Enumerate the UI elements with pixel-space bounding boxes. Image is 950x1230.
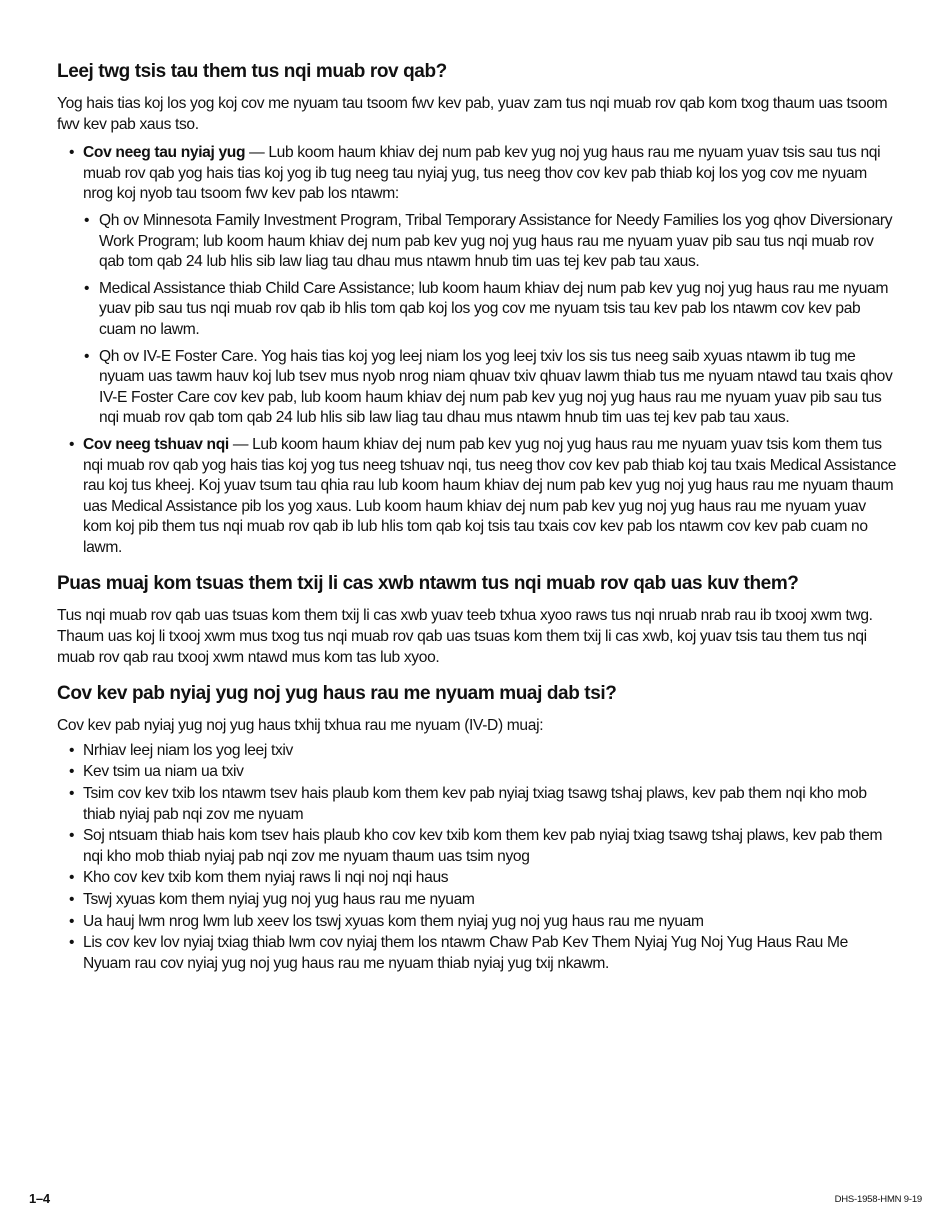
list-item: • Ua hauj lwm nrog lwm lub xeev los tswj xyuas kom them nyiaj yug noj yug haus rau me nyuam <box>57 912 897 933</box>
sub-bullet-list <box>83 211 897 429</box>
list-item: • Tsim cov kev txib los ntawm tsev hais plaub kom them kev pab nyiaj txiag tsawg tshaj plaws, kev pab them nqi kho mob thiab nyiaj pab nqi zov me nyuam <box>57 784 897 825</box>
page-number: 1–4 <box>29 1191 50 1206</box>
list-item: • Kho cov kev txib kom them nyiaj raws li nqi noj nqi haus <box>57 868 897 889</box>
list-item: • Kev tsim ua niam ua txiv <box>57 762 897 783</box>
list-item: • Qh ov Minnesota Family Investment Program, Tribal Temporary Assistance for Needy Families los yog qhov Diversionary Work Program; lub koom haum khiav dej num pab kev yug noj yug haus rau me nyuam yuav pib sau tus nqi muab rov qab tom qab 24 lub hlis sib law liag tau dhau mus ntawm hnub tim uas tej kev pab tau xaus. <box>83 211 897 273</box>
section-child-support-services <box>57 682 897 974</box>
section-recovery-cap <box>57 572 897 668</box>
services-list <box>57 741 897 975</box>
form-code: DHS-1958-HMN 9-19 <box>834 1194 922 1205</box>
section-heading: Puas muaj kom tsuas them txij li cas xwb ntawm tus nqi muab rov qab uas kuv them? <box>57 573 799 595</box>
list-item-obligor <box>57 435 897 559</box>
section-heading: Cov kev pab nyiaj yug noj yug haus rau me nyuam muaj dab tsi? <box>57 683 617 705</box>
section-who-not-pay-recovery <box>57 60 897 558</box>
list-item: • Nrhiav leej niam los yog leej txiv <box>57 741 897 762</box>
list-item: • Soj ntsuam thiab hais kom tsev hais plaub kho cov kev txib kom them kev pab nyiaj txiag tsawg tshaj plaws, kev pab them nqi kho mob thiab nyiaj pab nqi zov me nyuam thaum uas tsim nyog <box>57 826 897 867</box>
bullet-bold-term: Cov neeg tau nyiaj yug <box>83 144 246 162</box>
list-item: • Qh ov IV-E Foster Care. Yog hais tias koj yog leej niam los yog leej txiv los sis tus neeg saib xyuas ntawm ib tug me nyuam uas tawm hauv koj lub tsev mus nyob nrog niam qhuav txiv qhuav lawm thiab tus me nyuam ntawd tau txais qhov IV-E Foster Care cov kev pab, lub koom haum khiav dej num pab kev yug noj yug haus rau me nyuam yuav pib sau tus nqi muab rov qab tom qab 24 lub hlis sib law liag tau dhau mus ntawm hnub tim uas tej kev pab tau xaus. <box>83 347 897 429</box>
bullet-bold-term: Cov neeg tshuav nqi <box>83 435 229 453</box>
list-item: • Tswj xyuas kom them nyiaj yug noj yug haus rau me nyuam <box>57 890 897 911</box>
document-page <box>57 60 897 975</box>
section-paragraph: Tus nqi muab rov qab uas tsuas kom them txij li cas xwb yuav teeb txhua xyoo raws tus nqi nruab nrab rau ib txooj xwm twg. Thaum uas koj li txooj xwm mus txog tus nqi muab rov qab uas tsuas kom them txij li cas xwb, koj yuav tsis tau them tus nqi muab rov qab rau txooj xwm ntawd mus kom tas lub xyoo. <box>57 607 873 666</box>
section-intro: Yog hais tias koj los yog koj cov me nyuam tau tsoom fwv kev pab, yuav zam tus nqi muab rov qab kom txog thaum uas tsoom fwv kev pab xaus tso. <box>57 95 888 133</box>
list-item: • Lis cov kev lov nyiaj txiag thiab lwm cov nyiaj them los ntawm Chaw Pab Kev Them Nyiaj Yug Noj Yug Haus Rau Me Nyuam rau cov nyiaj yug noj yug haus rau me nyuam thiab nyiaj yug txij nkawm. <box>57 933 897 974</box>
section-intro: Cov kev pab nyiaj yug noj yug haus txhij txhua rau me nyuam (IV-D) muaj: <box>57 717 544 735</box>
section-heading: Leej twg tsis tau them tus nqi muab rov qab? <box>57 61 447 82</box>
list-item: • Medical Assistance thiab Child Care Assistance; lub koom haum khiav dej num pab kev yug noj yug haus rau me nyuam yuav pib sau tus nqi muab rov qab ib hlis tom qab koj los yog cov me nyuam tsis tau kev pab los ntawm cov kev pab cuam no lawm. <box>83 279 897 341</box>
bullet-text: — Lub koom haum khiav dej num pab kev yug noj yug haus rau me nyuam yuav tsis sau tus nqi muab rov qab yog hais tias koj yog ib tug neeg tau nyiaj yug, tus neeg thov cov kev pab thiab koj los yog cov me nyuam nrog koj nyob tau tsoom fwv kev pab los ntawm: <box>83 144 881 203</box>
bullet-list <box>57 143 897 558</box>
bullet-text: — Lub koom haum khiav dej num pab kev yug noj yug haus rau me nyuam yuav tsis kom them tus nqi muab rov qab yog hais tias koj yog tus neeg tshuav nqi, tus neeg thov cov kev pab thiab koj tau txais Medical Assistance rau koj tus kheej. Koj yuav tsum tau qhia rau lub koom haum khiav dej num pab kev yug noj yug haus rau me nyuam thaum uas Medical Assistance pib los yog xaus. Lub koom haum khiav dej num pab kev yug noj yug haus rau me nyuam yuav kom koj pib them tus nqi muab rov qab ib lub hlis tom qab koj tsis tau txais cov kev pab los ntawm cov kev pab cuam no lawm. <box>83 435 897 556</box>
list-item-obligee <box>57 143 897 429</box>
